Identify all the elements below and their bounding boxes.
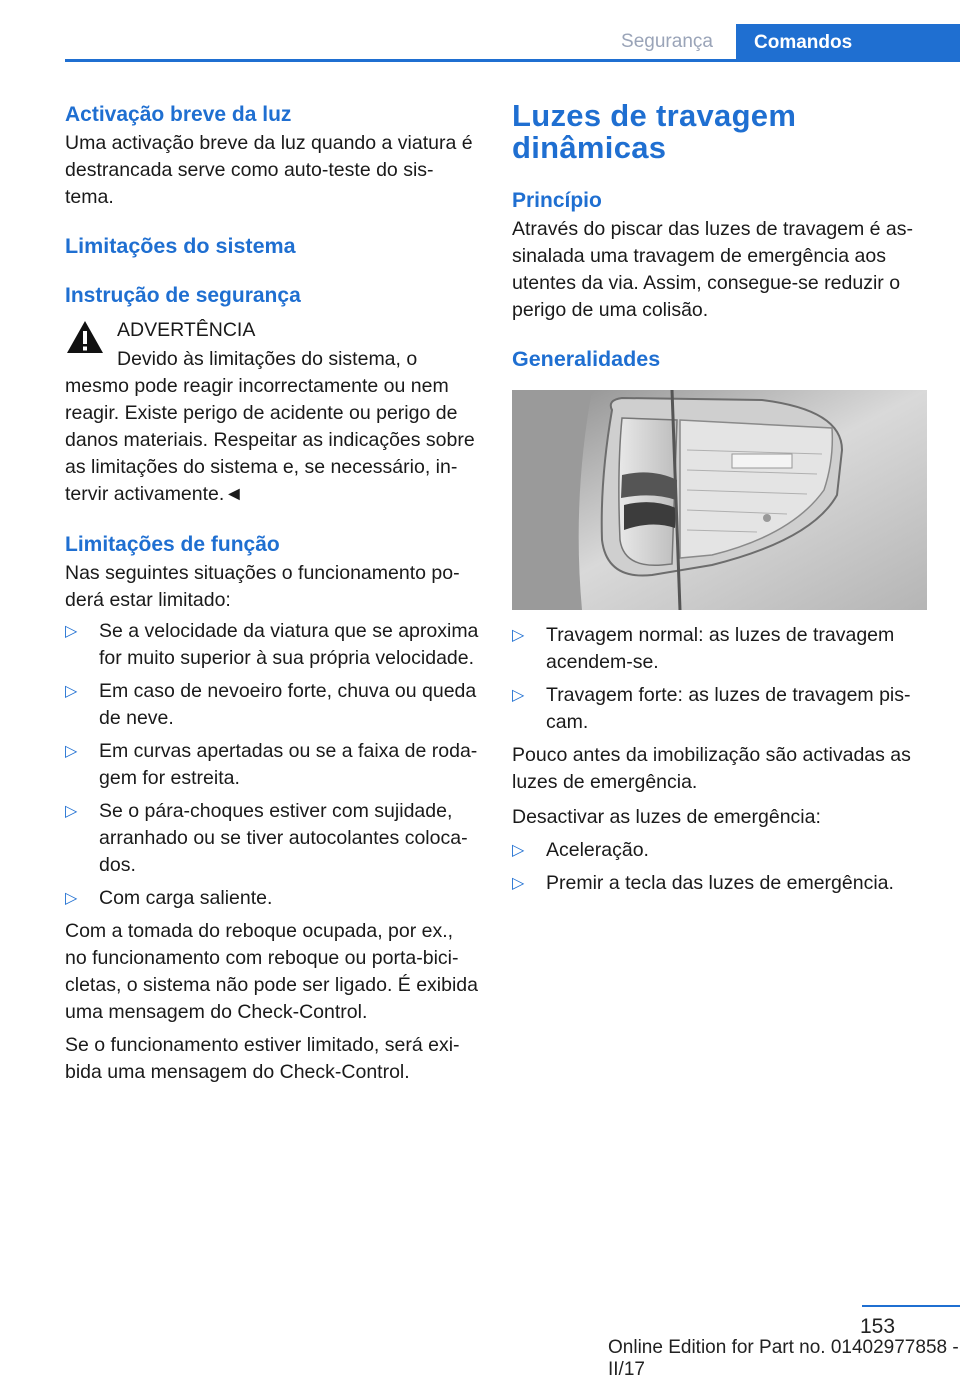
list-item xyxy=(512,837,927,864)
para-desactivar: Desactivar as luzes de emergência: xyxy=(512,806,821,828)
list-item xyxy=(65,678,480,732)
para-reboque: Com a tomada do reboque ocupada, por ex., no funcionamento com reboque ou porta-bici-cletas, o sistema não pode ser ligado. É exibida uma mensagem do Check-Control. xyxy=(65,920,478,1023)
list-item-text: Em curvas apertadas ou se a faixa de roda-gem for estreita. xyxy=(99,740,478,789)
triangle-bullet-icon: ▷ xyxy=(512,842,525,859)
heading-principio: Princípio xyxy=(512,189,602,212)
triangle-bullet-icon: ▷ xyxy=(512,627,525,644)
warning-title: ADVERTÊNCIA xyxy=(117,319,256,341)
deactivate-list xyxy=(512,837,927,897)
heading-limitacoes-sistema: Limitações do sistema xyxy=(65,234,296,258)
edition-note: Online Edition for Part no. 01402977858 - II/17 xyxy=(608,1337,959,1380)
triangle-bullet-icon: ▷ xyxy=(65,803,78,820)
warning-block xyxy=(65,317,480,508)
triangle-bullet-icon: ▷ xyxy=(512,875,525,892)
triangle-bullet-icon: ▷ xyxy=(512,687,525,704)
heading-limitacoes-funcao: Limitações de função xyxy=(65,533,280,556)
list-item xyxy=(65,618,480,672)
heading-activacao: Activação breve da luz xyxy=(65,103,292,126)
list-item xyxy=(65,798,480,879)
list-item-text: Travagem forte: as luzes de travagem pis-cam. xyxy=(546,684,911,733)
warning-text: Devido às limitações do sistema, o mesmo pode reagir incorrectamente ou nem reagir. Existe perigo de acidente ou perigo de danos materiais. Respeitar as indicações sobre as limitações do sistema e, se necessário, in-tervir activamente.◄ xyxy=(65,348,475,505)
triangle-bullet-icon: ▷ xyxy=(65,743,78,760)
list-item-text: Em caso de nevoeiro forte, chuva ou queda de neve. xyxy=(99,680,477,729)
list-item-text: Aceleração. xyxy=(546,839,649,861)
warning-triangle-icon xyxy=(65,319,105,355)
list-item xyxy=(512,622,927,676)
list-item xyxy=(65,885,480,912)
list-item-text: Com carga saliente. xyxy=(99,887,273,909)
header-tab-comandos[interactable]: Comandos xyxy=(736,24,960,62)
left-column xyxy=(65,100,480,1086)
brake-behaviour-list xyxy=(512,622,927,736)
triangle-bullet-icon: ▷ xyxy=(65,623,78,640)
tail-light-illustration xyxy=(512,390,927,610)
list-item xyxy=(512,870,927,897)
header-rule xyxy=(65,59,960,62)
list-item-text: Premir a tecla das luzes de emergência. xyxy=(546,872,894,894)
footer-rule xyxy=(862,1305,960,1307)
para-funcionamento-limitado: Se o funcionamento estiver limitado, será exi-bida uma mensagem do Check-Control. xyxy=(65,1034,460,1083)
section-title-luzes-travagem: Luzes de travagem dinâmicas xyxy=(512,98,797,165)
para-imobilizacao: Pouco antes da imobilização são activadas as luzes de emergência. xyxy=(512,744,911,793)
list-item xyxy=(512,682,927,736)
header-tab-seguranca[interactable]: Segurança xyxy=(621,31,713,52)
para-activacao: Uma activação breve da luz quando a viatura é destrancada serve como auto-teste do sis-tema. xyxy=(65,132,473,208)
para-principio: Através do piscar das luzes de travagem é as-sinalada uma travagem de emergência aos utentes da via. Assim, consegue-se reduzir o perigo de uma colisão. xyxy=(512,218,914,321)
function-limits-list xyxy=(65,618,480,912)
heading-instrucao-seguranca: Instrução de segurança xyxy=(65,284,301,307)
list-item-text: Se a velocidade da viatura que se aproxima for muito superior à sua própria velocidade. xyxy=(99,620,479,669)
list-item xyxy=(65,738,480,792)
triangle-bullet-icon: ▷ xyxy=(65,683,78,700)
para-limitacoes-funcao: Nas seguintes situações o funcionamento po-derá estar limitado: xyxy=(65,562,460,611)
triangle-bullet-icon: ▷ xyxy=(65,890,78,907)
right-column xyxy=(512,100,927,903)
list-item-text: Travagem normal: as luzes de travagem acendem-se. xyxy=(546,624,895,673)
page-number: 153 xyxy=(860,1315,896,1338)
heading-generalidades: Generalidades xyxy=(512,347,661,371)
list-item-text: Se o pára-choques estiver com sujidade, arranhado ou se tiver autocolantes coloca-dos. xyxy=(99,800,468,876)
